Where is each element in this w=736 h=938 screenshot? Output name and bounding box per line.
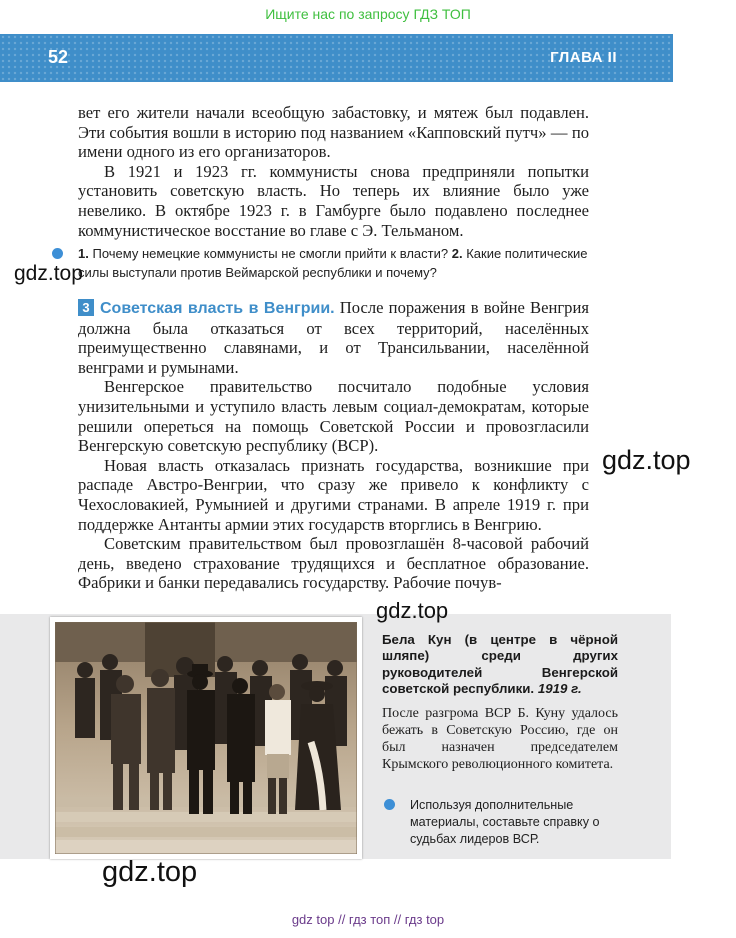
footer-links: gdz top // гдз топ // гдз top	[291, 912, 445, 927]
page-number: 52	[48, 47, 69, 67]
question-2-text: Какие политические силы выступали против Веймарской республики и почему?	[78, 246, 588, 280]
caption-title: Бела Кун (в центре в чёрной шляпе) среди других руководителей Венгерской советской республики.	[382, 632, 618, 697]
section-title: Советская власть в Венгрии.	[100, 300, 335, 317]
watermark: gdz.top	[14, 262, 83, 285]
section-3-text	[78, 298, 589, 593]
page-header-band	[0, 34, 673, 82]
watermark: gdz.top	[102, 856, 198, 888]
group-photo-image	[55, 622, 357, 854]
section-number-badge: 3	[78, 299, 94, 316]
caption-date: 1919 г.	[537, 681, 582, 697]
chapter-title: ГЛАВА II	[550, 49, 617, 66]
question-bullet-icon	[52, 248, 63, 259]
paragraph-new-power: Новая власть отказалась признать государства, возникшие при распаде Австро-Венгрии, что сразу же привело к конфликту с Чехословакией, Румынией и другими странами. В апреле 1919 г. при поддержке Антанты армии этих государств вторглись в Венгрию.	[78, 455, 589, 534]
photo-caption	[382, 632, 618, 698]
section-lead: После поражения в войне Венгрия должна была отказаться от всех территорий, населённых преимущественно славянами, и от Трансильвании, населённой венграми и румынами.	[78, 298, 589, 377]
review-questions	[78, 244, 590, 282]
paragraph-government: Венгерское правительство посчитало подобные условия унизительными и уступило власть левым социал-демократам, которые решили опереться на помощь Советской России и провозгласили Венгерскую советскую республику (ВСР).	[78, 377, 589, 456]
question-2-number: 2.	[451, 246, 463, 261]
question-1-number: 1.	[78, 246, 89, 261]
paragraph-1921: В 1921 и 1923 гг. коммунисты снова предприняли попытки установить советскую власть. Но теперь их влияние было уже невелико. В октябре 1923 г. в Гамбурге было подавлено последнее коммунистическое восстание во главе с Э. Тельманом.	[78, 161, 589, 240]
paragraph-soviet-government: Советским правительством был провозглашён 8-часовой рабочий день, введено страхование трудящихся и бесплатное образование. Фабрики и банки передавались государству. Рабочие почув-	[78, 534, 589, 593]
top-search-note: Ищите нас по запросу ГДЗ ТОП	[265, 6, 471, 22]
question-1-text: Почему немецкие коммунисты не смогли прийти к власти?	[92, 246, 449, 261]
research-task	[410, 797, 620, 848]
task-text: Используя дополнительные материалы, составьте справку о судьбах лидеров ВСР.	[410, 798, 600, 846]
task-bullet-icon	[384, 799, 395, 810]
watermark: gdz.top	[376, 598, 449, 623]
paragraph-continuation: вет его жители начали всеобщую забастовку, и мятеж был подавлен. Эти события вошли в историю под названием «Капповский путч» — по имени одного из его организаторов.	[78, 103, 589, 162]
caption-description: После разгрома ВСР Б. Куну удалось бежать в Советскую Россию, где он был назначен председателем Крымского революционного комитета.	[382, 706, 618, 772]
top-text	[78, 103, 589, 240]
watermark: gdz.top	[602, 445, 691, 475]
historical-photo	[50, 617, 362, 859]
